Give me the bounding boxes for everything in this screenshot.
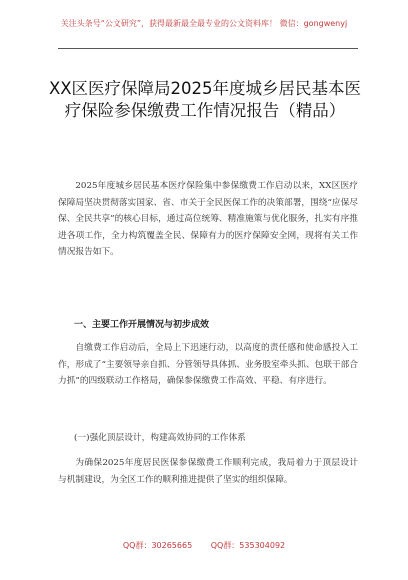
header-divider: [58, 48, 358, 49]
qq-group-2: QQ群：535304092: [210, 541, 286, 550]
document-title: XX区医疗保障局2025年度城乡居民基本医疗保险参保缴费工作情况报告（精品）: [48, 79, 362, 120]
section-heading: 一、主要工作开展情况与初步成效: [74, 320, 210, 330]
qq-group-1: QQ群：30265665: [122, 541, 193, 550]
footer-qq-groups: [0, 540, 408, 551]
subsection-paragraph: 为确保2025年度居民医保参保缴费工作顺利完成，我局着力于顶层设计与机制建设，为全区工作的顺利推进提供了坚实的组织保障。: [58, 458, 358, 485]
subsection-heading: (一)强化顶层设计，构建高效协同的工作体系: [74, 433, 246, 443]
intro-paragraph: 2025年度城乡居民基本医疗保险集中参保缴费工作启动以来，XX区医疗保障局坚决贯彻落实国家、省、市关于全民医保工作的决策部署，围绕“应保尽保、全民共享”的核心目标，通过高位统筹、精准施策与优化服务，扎实有序推进各项工作，全力构筑覆盖全民、保障有力的医疗保障安全网，现将有关工作情况报告如下。: [58, 181, 358, 257]
section-paragraph: 自缴费工作启动后，全局上下迅速行动，以高度的责任感和使命感投入工作，形成了“主要领导亲自抓、分管领导具体抓、业务股室牵头抓、包联干部合力抓”的四级联动工作格局，确保参保缴费工作高效、平稳、有序进行。: [58, 343, 358, 386]
header-banner: 关注头条号“公文研究”，获得最新最全最专业的公文资料库！ 微信：gongwenyj: [60, 19, 348, 28]
